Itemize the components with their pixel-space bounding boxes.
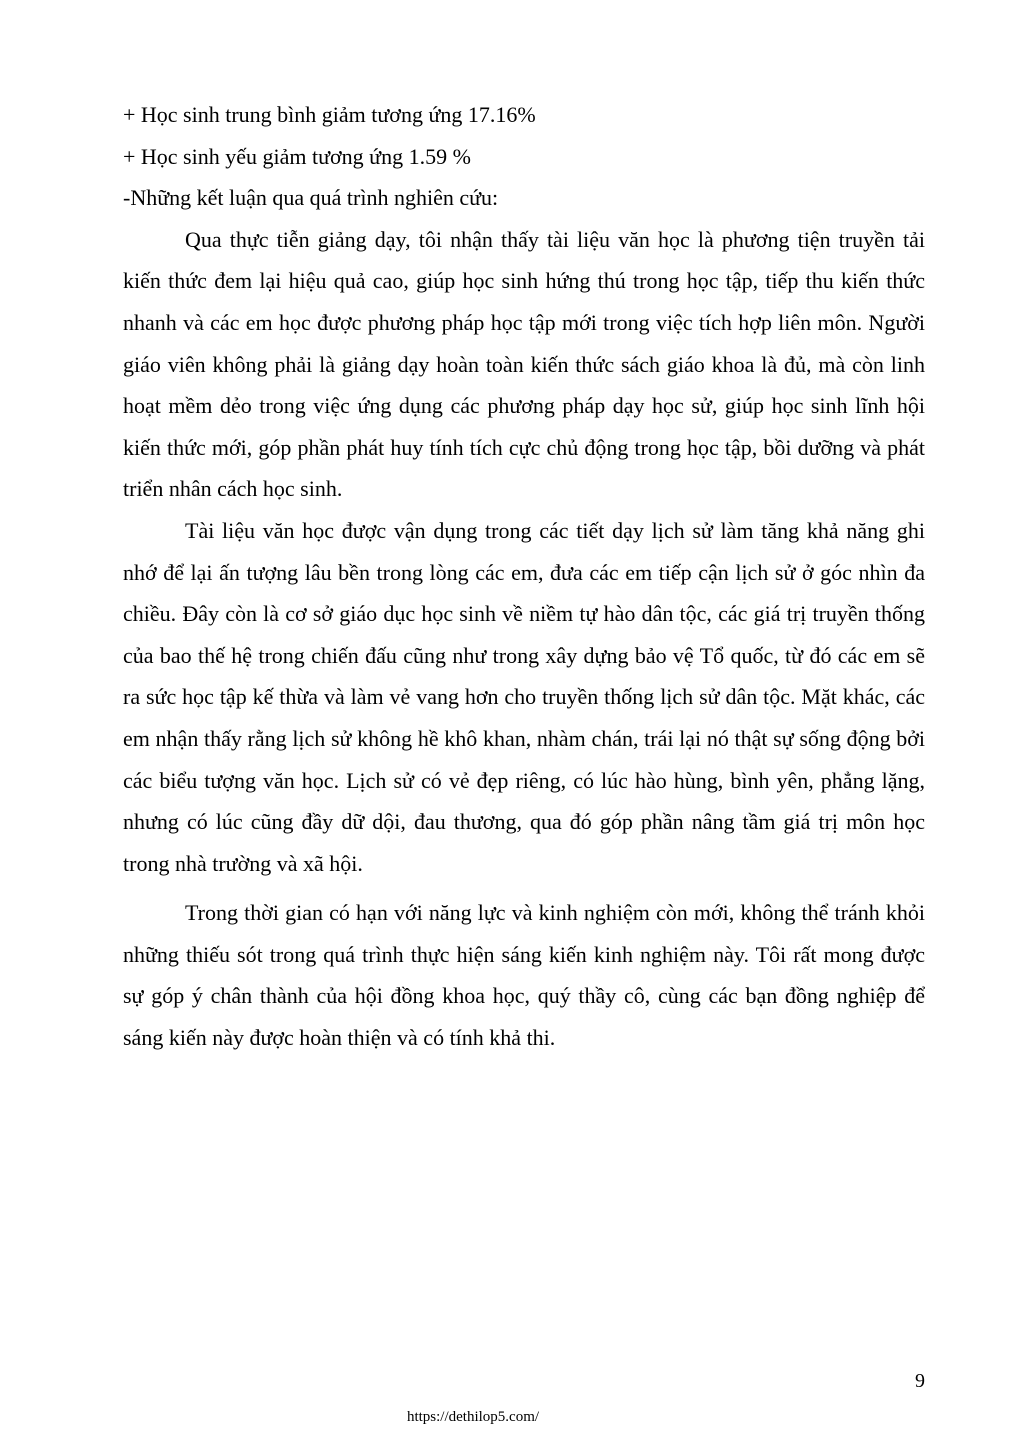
- paragraph-teaching-practice: Qua thực tiễn giảng dạy, tôi nhận thấy tài liệu văn học là phương tiện truyền tải kiến thức đem lại hiệu quả cao, giúp học sinh hứng thú trong học tập, tiếp thu kiến thức nhanh và các em học được phương pháp học tập mới trong việc tích hợp liên môn. Người giáo viên không phải là giảng dạy hoàn toàn kiến thức sách giáo khoa là đủ, mà còn linh hoạt mềm dẻo trong việc ứng dụng các phương pháp dạy học sử, giúp học sinh lĩnh hội kiến thức mới, góp phần phát huy tính tích cực chủ động trong học tập, bồi dưỡng và phát triển nhân cách học sinh.: [123, 226, 925, 502]
- bullet-line-average-students: + Học sinh trung bình giảm tương ứng 17.16%: [123, 102, 536, 127]
- paragraph-literature-in-history: Tài liệu văn học được vận dụng trong các tiết dạy lịch sử làm tăng khả năng ghi nhớ để lại ấn tượng lâu bền trong lòng các em, đưa các em tiếp cận lịch sử ở góc nhìn đa chiều. Đây còn là cơ sở giáo dục học sinh về niềm tự hào dân tộc, các giá trị truyền thống của bao thế hệ trong chiến đấu cũng như trong xây dựng bảo vệ Tổ quốc, từ đó các em sẽ ra sức học tập kế thừa và làm vẻ vang hơn cho truyền thống lịch sử dân tộc. Mặt khác, các em nhận thấy rằng lịch sử không hề khô khan, nhàm chán, trái lại nó thật sự sống động bởi các biểu tượng văn học. Lịch sử có vẻ đẹp riêng, có lúc hào hùng, bình yên, phẳng lặng, nhưng có lúc cũng đầy dữ dội, đau thương, qua đó góp phần nâng tầm giá trị môn học trong nhà trường và xã hội.: [123, 517, 925, 876]
- bullet-line-weak-students: + Học sinh yếu giảm tương ứng 1.59 %: [123, 143, 471, 169]
- conclusions-heading: -Những kết luận qua quá trình nghiên cứu:: [123, 185, 499, 211]
- document-body: [123, 94, 925, 1059]
- page-number: 9: [915, 1370, 925, 1392]
- footer-url: https://dethilop5.com/: [406, 1409, 540, 1425]
- paragraph-closing-remarks: Trong thời gian có hạn với năng lực và kinh nghiệm còn mới, không thể tránh khỏi những thiếu sót trong quá trình thực hiện sáng kiến kinh nghiệm này. Tôi rất mong được sự góp ý chân thành của hội đồng khoa học, quý thầy cô, cùng các bạn đồng nghiệp để sáng kiến này được hoàn thiện và có tính khả thi.: [123, 900, 925, 1051]
